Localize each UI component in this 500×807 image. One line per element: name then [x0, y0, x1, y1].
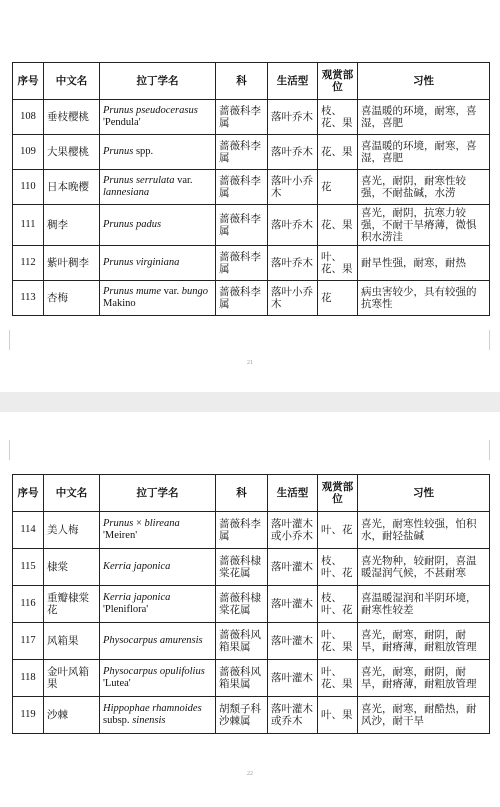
cell-chinese-name: 紫叶稠李	[44, 246, 100, 281]
table-row	[13, 660, 490, 697]
table-row	[13, 549, 490, 586]
cell-latin-name	[100, 549, 216, 586]
header-chinese-name: 中文名	[44, 63, 100, 100]
cell-latin-name	[100, 660, 216, 697]
cell-family: 胡颓子科沙棘属	[216, 697, 268, 734]
cell-life-form: 落叶灌木或乔木	[268, 697, 318, 734]
latin-italic: Prunus mume	[103, 286, 162, 297]
crop-mark	[489, 440, 490, 460]
table-header-row	[13, 475, 490, 512]
header-life-form: 生活型	[268, 475, 318, 512]
cell-latin-name	[100, 623, 216, 660]
latin-plain: spp.	[135, 146, 154, 157]
cell-habit: 病虫害较少，具有较强的抗寒性	[358, 281, 490, 316]
cell-life-form: 落叶乔木	[268, 100, 318, 135]
crop-mark	[489, 330, 490, 350]
cell-habit: 喜光，耐阴，耐寒性较强，不耐盐碱，水涝	[358, 170, 490, 205]
cell-life-form: 落叶乔木	[268, 205, 318, 246]
cell-ornamental-part: 叶、花、果	[318, 246, 358, 281]
cell-no: 118	[13, 660, 44, 697]
cell-no: 117	[13, 623, 44, 660]
cell-ornamental-part: 花、果	[318, 205, 358, 246]
latin-plain: 'Pendula'	[103, 117, 141, 128]
plant-table-1	[12, 62, 490, 316]
latin-italic: lannesiana	[103, 187, 150, 198]
cell-family: 蔷薇科棣棠花属	[216, 549, 268, 586]
cell-family: 蔷薇科李属	[216, 100, 268, 135]
latin-plain: subsp.	[103, 715, 130, 726]
cell-chinese-name: 日本晚樱	[44, 170, 100, 205]
header-no: 序号	[13, 475, 44, 512]
cell-habit: 喜光，耐寒，耐阴，耐旱，耐瘠薄，耐粗放管理	[358, 623, 490, 660]
table-row	[13, 512, 490, 549]
cell-latin-name	[100, 205, 216, 246]
table-row	[13, 100, 490, 135]
latin-plain: Makino	[103, 298, 136, 309]
cell-latin-name	[100, 586, 216, 623]
cell-habit: 喜光，耐寒，耐酷热，耐风沙，耐干旱	[358, 697, 490, 734]
latin-plain: var.	[163, 286, 180, 297]
cell-habit: 喜温暖的环境，耐寒，喜湿，喜肥	[358, 100, 490, 135]
cell-ornamental-part: 花	[318, 170, 358, 205]
cell-life-form: 落叶灌木	[268, 660, 318, 697]
cell-chinese-name: 棣棠	[44, 549, 100, 586]
cell-latin-name	[100, 135, 216, 170]
cell-habit: 喜温暖湿润和半阴环境，耐寒性较差	[358, 586, 490, 623]
cell-ornamental-part: 叶、花	[318, 512, 358, 549]
latin-italic: Physocarpus amurensis	[103, 635, 203, 646]
cell-chinese-name: 重瓣棣棠花	[44, 586, 100, 623]
cell-life-form: 落叶灌木	[268, 549, 318, 586]
cell-chinese-name: 美人梅	[44, 512, 100, 549]
table-row	[13, 697, 490, 734]
header-latin-name: 拉丁学名	[100, 63, 216, 100]
cell-no: 113	[13, 281, 44, 316]
cell-life-form: 落叶乔木	[268, 135, 318, 170]
header-family: 科	[216, 63, 268, 100]
cell-latin-name	[100, 100, 216, 135]
cell-ornamental-part: 枝、叶、花	[318, 586, 358, 623]
header-habit: 习性	[358, 63, 490, 100]
cell-no: 116	[13, 586, 44, 623]
cell-habit: 喜温暖的环境，耐寒，喜湿，喜肥	[358, 135, 490, 170]
cell-chinese-name: 风箱果	[44, 623, 100, 660]
cell-habit: 喜光物种，较耐阴，喜温暖湿润气候，不甚耐寒	[358, 549, 490, 586]
cell-life-form: 落叶小乔木	[268, 281, 318, 316]
cell-ornamental-part: 花、果	[318, 135, 358, 170]
cell-family: 蔷薇科风箱果属	[216, 623, 268, 660]
latin-plain: 'Lutea'	[103, 678, 131, 689]
latin-italic: Prunus padus	[103, 219, 162, 230]
cell-life-form: 落叶灌木或小乔木	[268, 512, 318, 549]
table-row	[13, 170, 490, 205]
table-row	[13, 586, 490, 623]
page-number: 21	[247, 360, 253, 366]
header-latin-name: 拉丁学名	[100, 475, 216, 512]
plant-table-2	[12, 474, 490, 734]
latin-plain: 'Meiren'	[103, 530, 138, 541]
latin-italic: Physocarpus opulifolius	[103, 666, 205, 677]
table-header-row	[13, 63, 490, 100]
table-row	[13, 623, 490, 660]
cell-family: 蔷薇科李属	[216, 170, 268, 205]
latin-italic: Kerria japonica	[103, 592, 171, 603]
cell-no: 119	[13, 697, 44, 734]
cell-latin-name	[100, 697, 216, 734]
latin-italic: Prunus serrulata	[103, 175, 175, 186]
cell-chinese-name: 金叶风箱果	[44, 660, 100, 697]
latin-italic: Prunus pseudocerasus	[103, 105, 198, 116]
cell-no: 111	[13, 205, 44, 246]
latin-italic: blireana	[144, 518, 180, 529]
cell-no: 115	[13, 549, 44, 586]
cell-family: 蔷薇科李属	[216, 205, 268, 246]
latin-italic: Hippophae rhamnoides	[103, 703, 202, 714]
cell-family: 蔷薇科李属	[216, 135, 268, 170]
latin-italic: Prunus	[103, 518, 134, 529]
cell-chinese-name: 垂枝樱桃	[44, 100, 100, 135]
cell-no: 114	[13, 512, 44, 549]
cell-habit: 喜光，耐寒，耐阴，耐旱，耐瘠薄，耐粗放管理	[358, 660, 490, 697]
cell-ornamental-part: 枝、花、果	[318, 100, 358, 135]
page-number: 22	[247, 771, 253, 777]
cell-latin-name	[100, 170, 216, 205]
cell-habit: 喜光，耐寒性较强，怕积水，耐轻盐碱	[358, 512, 490, 549]
table-row	[13, 135, 490, 170]
latin-italic: sinensis	[132, 715, 166, 726]
cell-family: 蔷薇科李属	[216, 281, 268, 316]
cell-latin-name	[100, 246, 216, 281]
header-ornamental-part: 观赏部位	[318, 475, 358, 512]
cell-latin-name	[100, 512, 216, 549]
cell-no: 109	[13, 135, 44, 170]
cell-chinese-name: 沙棘	[44, 697, 100, 734]
cell-ornamental-part: 花	[318, 281, 358, 316]
latin-plain: ×	[135, 518, 142, 529]
header-chinese-name: 中文名	[44, 475, 100, 512]
latin-plain: var.	[177, 175, 193, 186]
cell-life-form: 落叶灌木	[268, 623, 318, 660]
cell-ornamental-part: 叶、花、果	[318, 623, 358, 660]
cell-chinese-name: 稠李	[44, 205, 100, 246]
cell-ornamental-part: 叶、花、果	[318, 660, 358, 697]
cell-family: 蔷薇科李属	[216, 512, 268, 549]
cell-chinese-name: 杏梅	[44, 281, 100, 316]
cell-no: 108	[13, 100, 44, 135]
cell-latin-name	[100, 281, 216, 316]
header-habit: 习性	[358, 475, 490, 512]
cell-habit: 耐旱性强，耐寒，耐热	[358, 246, 490, 281]
cell-habit: 喜光，耐阴，抗寒力较强，不耐干旱瘠薄，微惧积水涝洼	[358, 205, 490, 246]
latin-italic: bungo	[181, 286, 208, 297]
cell-chinese-name: 大果樱桃	[44, 135, 100, 170]
table-row	[13, 246, 490, 281]
latin-plain: 'Pleniflora'	[103, 604, 149, 615]
header-no: 序号	[13, 63, 44, 100]
latin-italic: Prunus	[103, 146, 134, 157]
cell-life-form: 落叶小乔木	[268, 170, 318, 205]
crop-mark	[9, 330, 10, 350]
cell-family: 蔷薇科李属	[216, 246, 268, 281]
cell-family: 蔷薇科棣棠花属	[216, 586, 268, 623]
crop-mark	[9, 440, 10, 460]
header-ornamental-part: 观赏部位	[318, 63, 358, 100]
latin-italic: Prunus virginiana	[103, 257, 180, 268]
latin-italic: Kerria japonica	[103, 561, 171, 572]
cell-ornamental-part: 叶、果	[318, 697, 358, 734]
header-life-form: 生活型	[268, 63, 318, 100]
cell-no: 110	[13, 170, 44, 205]
header-family: 科	[216, 475, 268, 512]
cell-ornamental-part: 枝、叶、花	[318, 549, 358, 586]
table-row	[13, 205, 490, 246]
page-gap	[0, 392, 500, 412]
cell-family: 蔷薇科风箱果属	[216, 660, 268, 697]
table-row	[13, 281, 490, 316]
cell-life-form: 落叶乔木	[268, 246, 318, 281]
cell-no: 112	[13, 246, 44, 281]
cell-life-form: 落叶灌木	[268, 586, 318, 623]
